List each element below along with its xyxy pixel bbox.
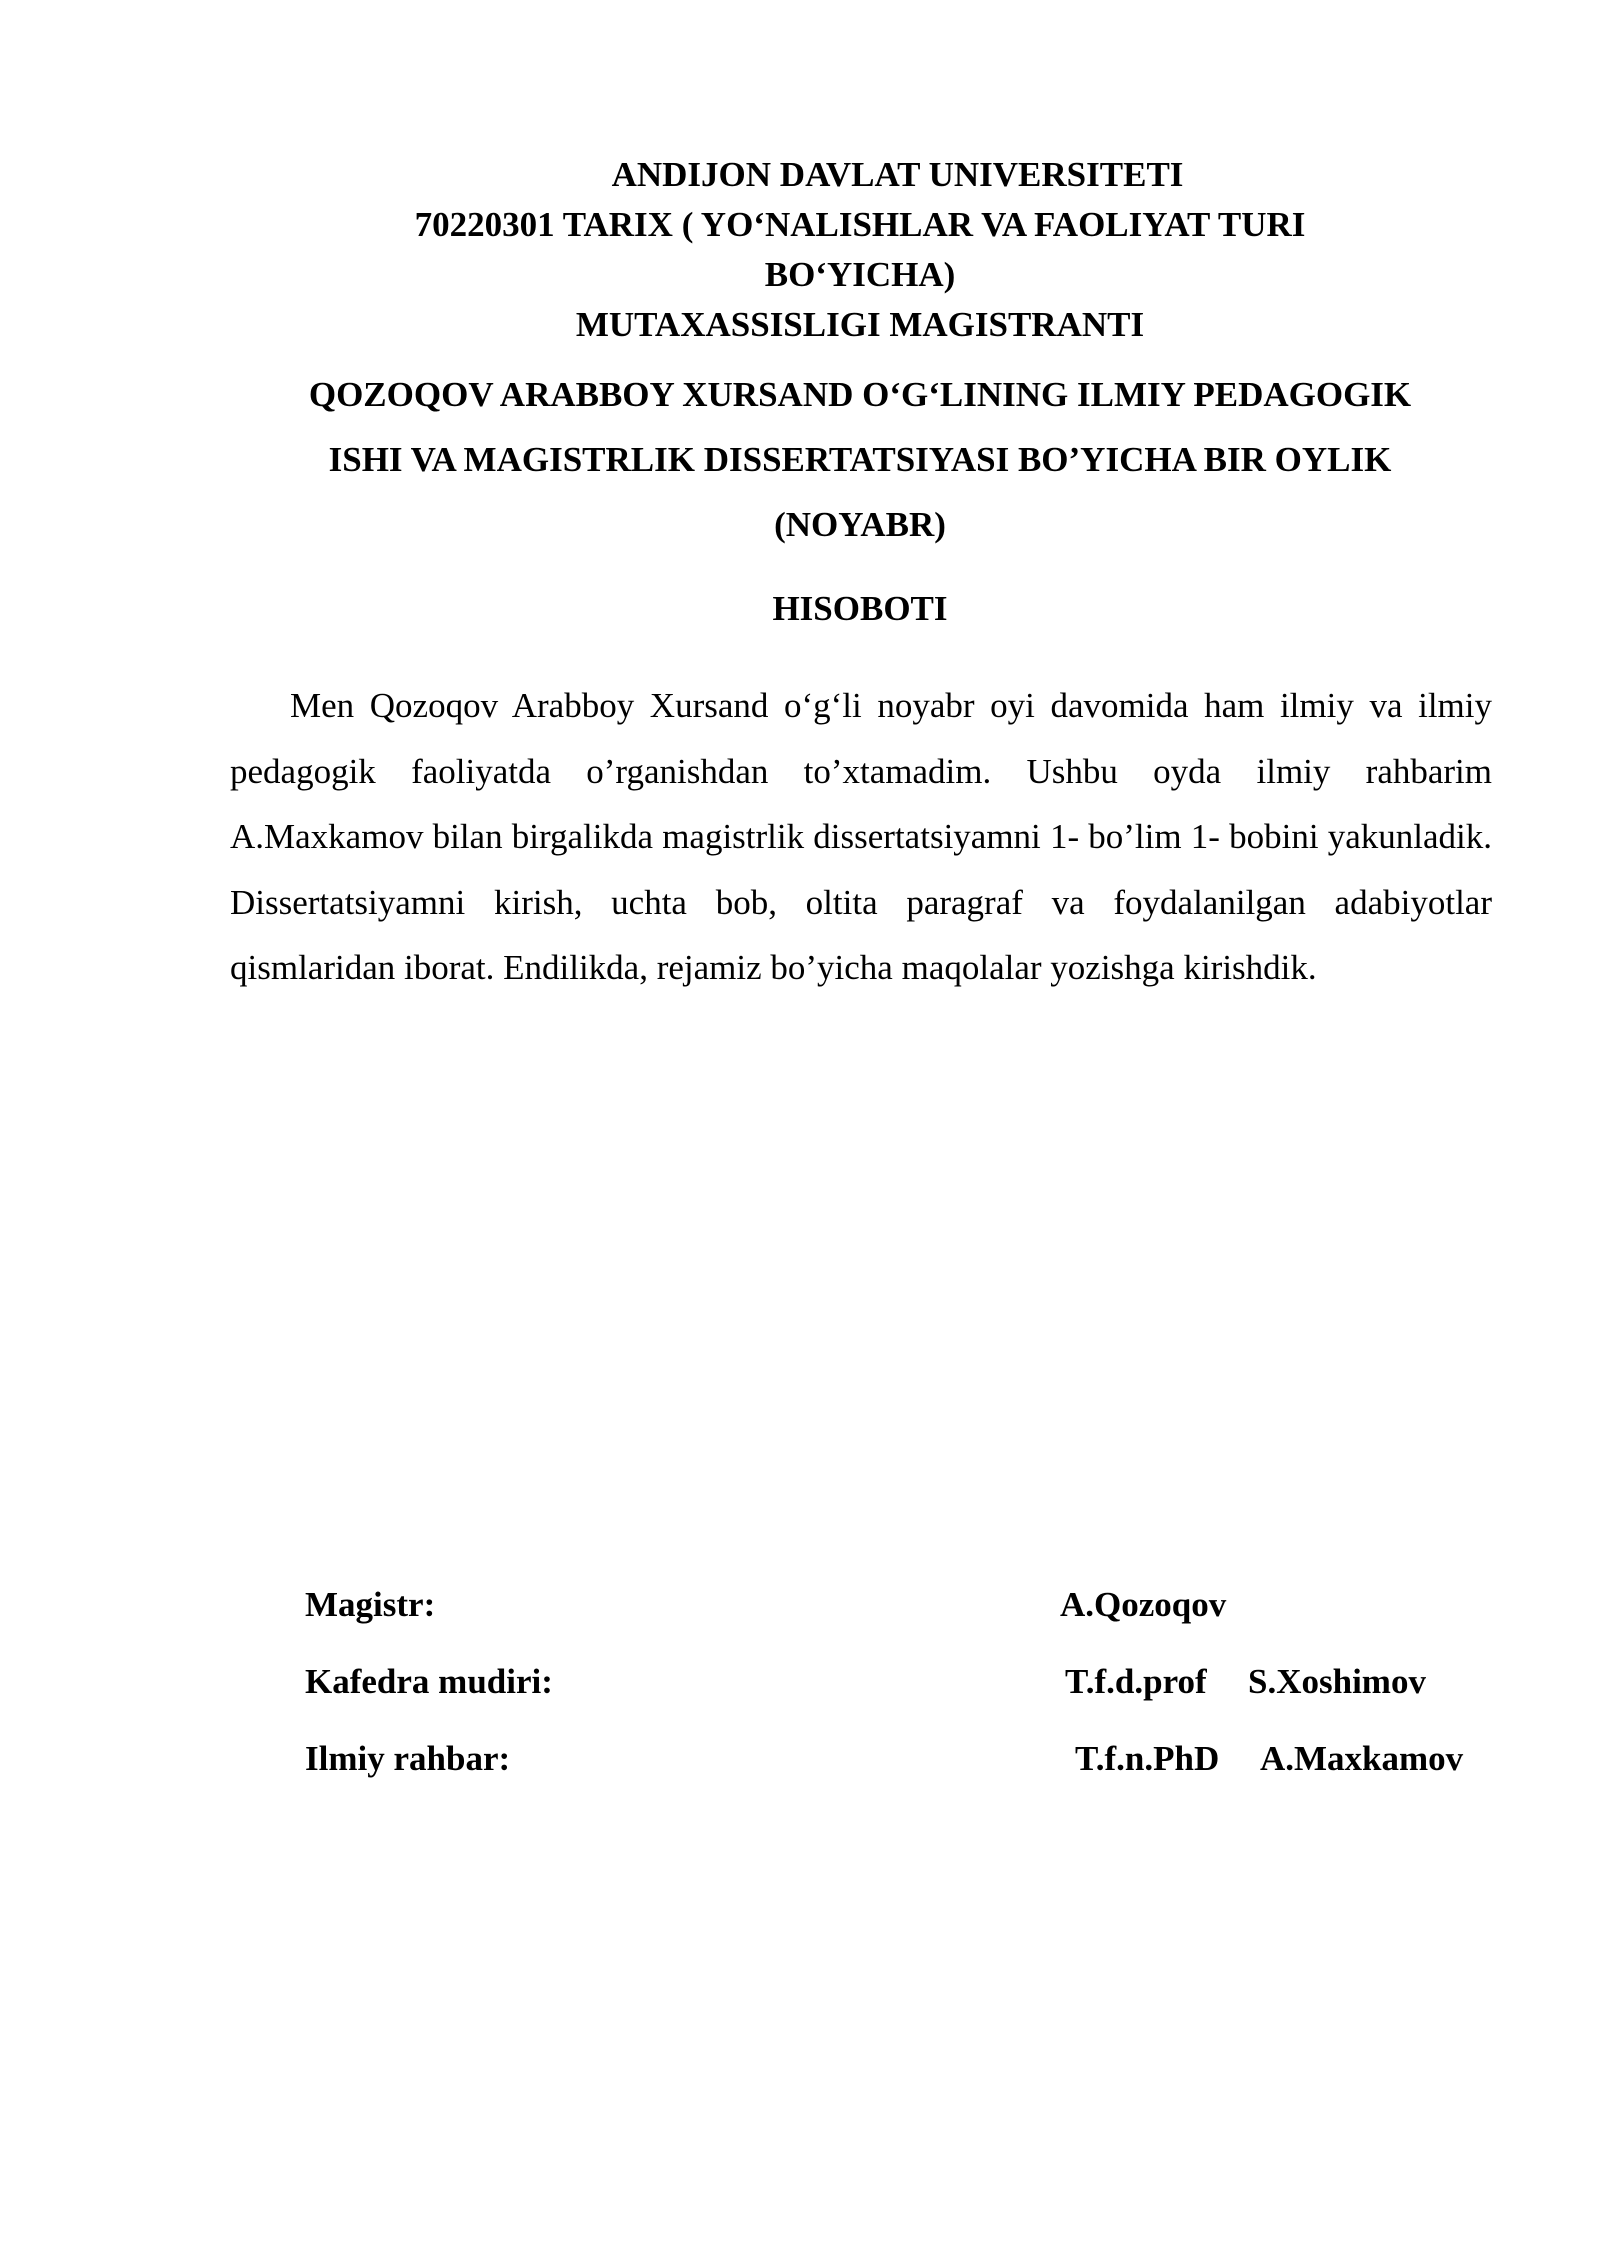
signature-name: S.Xoshimov <box>1248 1662 1426 1701</box>
university-name: ANDIJON DAVLAT UNIVERSITETI <box>611 155 1184 194</box>
report-title-line-2: ISHI VA MAGISTRLIK DISSERTATSIYASI BO’YICHA BIR OYLIK <box>328 440 1392 479</box>
report-title-line-1: QOZOQOV ARABBOY XURSAND O‘G‘LINING ILMIY PEDAGOGIK <box>308 375 1412 414</box>
report-heading: HISOBOTI <box>772 589 948 628</box>
signature-name: A.Maxkamov <box>1260 1739 1464 1778</box>
report-title-line-3: (NOYABR) <box>774 505 946 544</box>
signature-row-rahbar <box>305 1734 1505 1811</box>
student-type: MUTAXASSISLIGI MAGISTRANTI <box>575 305 1145 344</box>
document-header <box>230 150 1490 350</box>
specialty-line-1: 70220301 TARIX ( YO‘NALISHLAR VA FAOLIYAT TURI <box>414 205 1306 244</box>
report-body-paragraph: Men Qozoqov Arabboy Xursand o‘g‘li noyabr oyi davomida ham ilmiy va ilmiy pedagogik faoliyatda o’rganishdan to’xtamadim. Ushbu oyda ilmiy rahbarim A.Maxkamov bilan birgalikda magistrlik dissertatsiyamni 1- bo’lim 1- bobini yakunladik. Dissertatsiyamni kirish, uchta bob, oltita paragraf va foydalanilgan adabiyotlar qismlaridan iborat. Endilikda, rejamiz bo’yicha maqolalar yozishga kirishdik. <box>230 686 1492 987</box>
signature-title: T.f.n.PhD <box>1075 1739 1220 1778</box>
signature-role: Magistr: <box>305 1585 436 1624</box>
signature-name: A.Qozoqov <box>1060 1585 1227 1624</box>
signature-row-magistr <box>305 1580 1505 1657</box>
signature-title: T.f.d.prof <box>1065 1662 1207 1701</box>
signature-role: Ilmiy rahbar: <box>305 1739 511 1778</box>
signature-row-kafedra <box>305 1657 1505 1734</box>
specialty-line-2: BO‘YICHA) <box>764 255 956 294</box>
signature-block <box>305 1580 1505 1811</box>
report-title <box>230 362 1490 557</box>
signature-role: Kafedra mudiri: <box>305 1662 553 1701</box>
